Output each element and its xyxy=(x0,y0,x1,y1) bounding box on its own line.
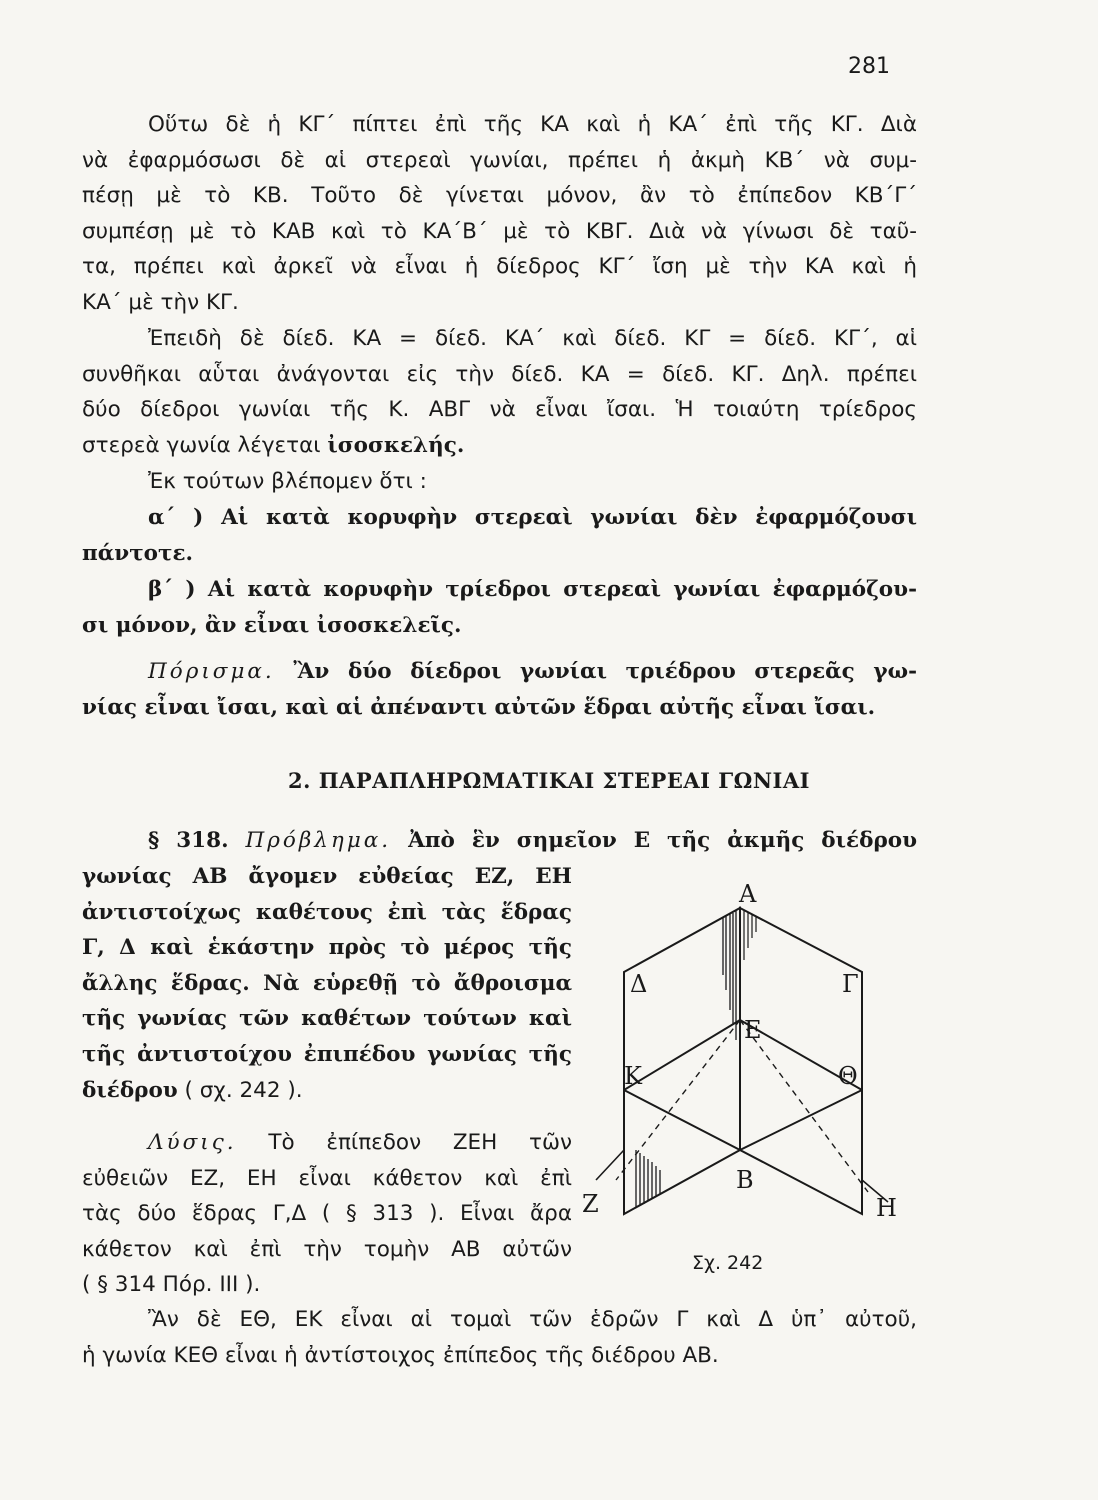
term-isosceles: ἰσοσκελής. xyxy=(327,432,465,458)
line-KB xyxy=(624,1090,740,1150)
paragraph-2 xyxy=(82,321,917,463)
text-line: ( § 314 Πόρ. ΙΙΙ ). xyxy=(82,1272,261,1298)
text-line: Γ, Δ καὶ ἑκάστην πρὸς τὸ μέρος τῆς xyxy=(82,935,572,961)
text-normal: στερεὰ γωνία λέγεται xyxy=(82,432,328,458)
line-BTh xyxy=(740,1090,862,1150)
text-line: γωνίας ΑΒ ἄγομεν εὐθείας ΕΖ, ΕΗ xyxy=(82,864,572,889)
hatching-bottom-left xyxy=(636,1150,660,1208)
label-Z: Ζ xyxy=(582,1190,599,1218)
text-line: σι μόνον, ἂν εἶναι ἰσοσκελεῖς. xyxy=(82,612,462,638)
line-Z-ext xyxy=(596,1150,624,1180)
label-K: Κ xyxy=(624,1062,642,1090)
final-paragraph xyxy=(82,1302,917,1373)
text-line: τῆς ἀντιστοίχου ἐπιπέδου γωνίας τῆς xyxy=(82,1041,572,1067)
figure-242 xyxy=(576,880,916,1220)
paragraph-3 xyxy=(82,464,917,500)
text-line: ἀντιστοίχως καθέτους ἐπὶ τὰς ἕδρας xyxy=(82,899,572,925)
text-line: νίας εἶναι ἴσαι, καὶ αἱ ἀπέναντι αὐτῶν ἕδραι αὐτῆς εἶναι ἴσαι. xyxy=(82,694,876,720)
line-EZ xyxy=(616,1020,740,1180)
text-line: τα, πρέπει καὶ ἀρκεῖ νὰ εἶναι ἡ δίεδρος ΚΓ΄ ἴση μὲ τὴν ΚΑ καὶ ἡ xyxy=(82,254,917,280)
text-line: ΚΑ΄ μὲ τὴν ΚΓ. xyxy=(82,289,239,315)
solution xyxy=(82,1125,572,1303)
text-line: ἄλλης ἕδρας. Νὰ εὑρεθῇ τὸ ἄθροισμα xyxy=(82,970,572,996)
page-number: 281 xyxy=(848,54,890,79)
porisma xyxy=(82,654,917,725)
text-line: ἡ γωνία ΚΕΘ εἶναι ἡ ἀντίστοιχος ἐπίπεδος τῆς διέδρου ΑΒ. xyxy=(82,1342,719,1368)
section-number: § 318. xyxy=(148,828,229,853)
section-heading: 2. ΠΑΡΑΠΛΗΡΩΜΑΤΙΚΑΙ ΣΤΕΡΕΑΙ ΓΩΝΙΑΙ xyxy=(287,768,810,793)
figure-caption: Σχ. 242 xyxy=(692,1252,764,1274)
text-line xyxy=(82,654,917,690)
label-H: Η xyxy=(876,1194,897,1220)
text-normal: Τὸ ἐπίπεδον ΖΕΗ τῶν xyxy=(236,1130,572,1155)
hatching-right-top xyxy=(744,910,756,960)
problem-statement xyxy=(82,859,572,1108)
label-Delta: Δ xyxy=(630,970,648,998)
text-line: εὐθειῶν ΕΖ, ΕΗ εἶναι κάθετον καὶ ἐπὶ xyxy=(82,1165,572,1191)
porisma-label: Πόρισμα. xyxy=(148,659,275,684)
text-line: συνθῆκαι αὗται ἀνάγονται εἰς τὴν δίεδ. ΚΑ = δίεδ. ΚΓ. Δηλ. πρέπει xyxy=(82,361,917,387)
text-line: συμπέσῃ μὲ τὸ ΚΑΒ καὶ τὸ ΚΑ΄Β΄ μὲ τὸ ΚΒΓ. Διὰ νὰ γίνωσι δὲ ταῦ- xyxy=(82,218,917,244)
text-line: β΄ ) Αἱ κατὰ κορυφὴν τρίεδροι στερεαὶ γωνίαι ἐφαρμόζου- xyxy=(148,577,917,602)
label-E: Ε xyxy=(744,1016,762,1044)
text-line: Ἐκ τούτων βλέπομεν ὅτι : xyxy=(148,469,427,494)
label-Theta: Θ xyxy=(838,1062,858,1090)
hatching-left-top xyxy=(723,911,736,1040)
text-line: τῆς γωνίας τῶν καθέτων τούτων καὶ xyxy=(82,1006,572,1032)
label-Gamma: Γ xyxy=(842,970,859,998)
text-line xyxy=(82,823,917,859)
text-bold: Ἂν δύο δίεδροι γωνίαι τριέδρου στερεᾶς γω- xyxy=(274,659,917,684)
text-line: Ἂν δὲ ΕΘ, ΕΚ εἶναι αἱ τομαὶ τῶν ἑδρῶν Γ καὶ Δ ὑπ᾽ αὐτοῦ, xyxy=(148,1307,917,1332)
text-line: κάθετον καὶ ἐπὶ τὴν τομὴν ΑΒ αὐτῶν xyxy=(82,1236,572,1262)
text-line: πέσῃ μὲ τὸ ΚΒ. Τοῦτο δὲ γίνεται μόνον, ἂν τὸ ἐπίπεδον ΚΒ΄Γ΄ xyxy=(82,183,917,209)
paragraph-1 xyxy=(82,107,917,321)
solution-label: Λύσις. xyxy=(148,1130,237,1155)
text-line: Ἐπειδὴ δὲ δίεδ. ΚΑ = δίεδ. ΚΑ΄ καὶ δίεδ. ΚΓ = δίεδ. ΚΓ΄, αἱ xyxy=(148,326,917,351)
text-line: τὰς δύο ἕδρας Γ,Δ ( § 313 ). Εἶναι ἄρα xyxy=(82,1201,572,1227)
text-line: δύο δίεδροι γωνίαι τῆς Κ. ΑΒΓ νὰ εἶναι ἴσαι. Ἡ τοιαύτη τρίεδρος xyxy=(82,397,917,423)
text-line xyxy=(82,1125,572,1161)
label-B: Β xyxy=(736,1166,754,1194)
text-bold: Ἀπὸ ἓν σημεῖον Ε τῆς ἀκμῆς διέδρου xyxy=(391,828,917,853)
text-line: νὰ ἐφαρμόσωσι δὲ αἱ στερεαὶ γωνίαι, πρέπει ἡ ἀκμὴ ΚΒ΄ νὰ συμ- xyxy=(82,147,917,173)
figure-reference: ( σχ. 242 ). xyxy=(177,1077,303,1103)
line-EH xyxy=(740,1020,868,1192)
problem-heading-line xyxy=(82,823,917,859)
label-A: Α xyxy=(739,880,757,908)
text-line: α΄ ) Αἱ κατὰ κορυφὴν στερεαὶ γωνίαι δὲν ἐφαρμόζουσι xyxy=(148,505,917,530)
face-gamma xyxy=(740,908,862,1214)
problem-label: Πρόβλημα. xyxy=(245,828,392,853)
point-b xyxy=(82,572,917,643)
text-line xyxy=(82,1073,572,1109)
text-line: Οὕτω δὲ ἡ ΚΓ΄ πίπτει ἐπὶ τῆς ΚΑ καὶ ἡ ΚΑ΄ ἐπὶ τῆς ΚΓ. Διὰ xyxy=(148,112,917,137)
text-bold: διέδρου xyxy=(82,1077,178,1103)
text-line: πάντοτε. xyxy=(82,540,194,566)
text-line xyxy=(82,428,917,464)
point-a xyxy=(82,500,917,571)
